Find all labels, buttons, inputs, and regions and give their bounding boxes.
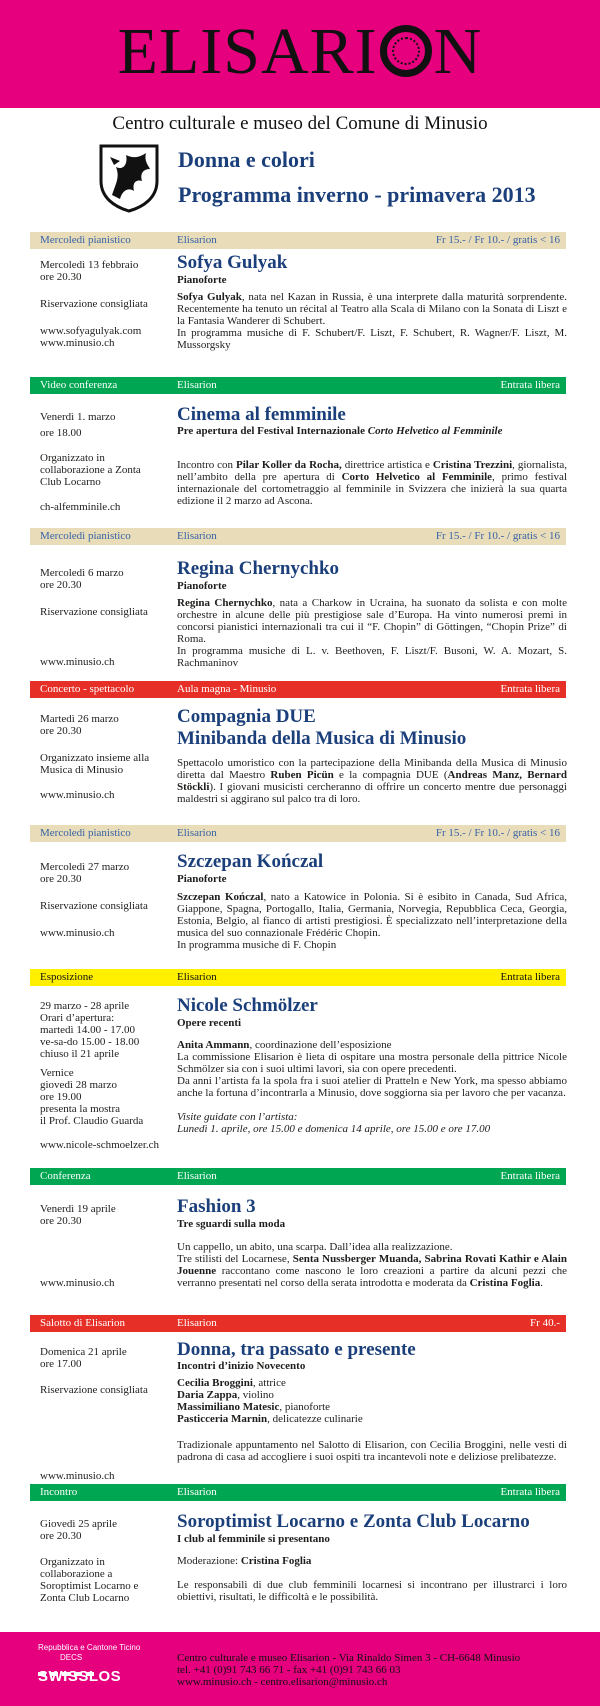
event-description: Regina Chernychko, nata a Charkow in Ucraina, ha suonato da solista e con molte orchestre in alcune delle più prestigiose sale d’Europa. Ha vinto numerosi premi in concorsi pianistici internazionali tra cui il “F. Chopin” di Göttingen, “Chopin Prize” di Roma. In programma musiche di L. v. Beethoven, F. Liszt/F. Busoni, W. A. Mozart, S. Rachmaninov <box>177 597 567 669</box>
event-description: Un cappello, un abito, una scarpa. Dall’idea alla realizzazione. Tre stilisti del Locarnese, Senta Nussberger Muanda, Sabrina Rovati Kathir e Alain Jouenne raccontano come nascono le loro creazioni a partire da alcuni pezzi che verranno presentati nel corso della serata introdotta e moderata da Cristina Foglia. <box>177 1241 567 1289</box>
header-subtitle: Centro culturale e museo del Comune di Minusio <box>112 113 488 134</box>
event-band <box>30 528 566 545</box>
event-time: ore 18.00 <box>40 427 82 439</box>
event-band <box>30 681 566 698</box>
event-price: Entrata libera <box>500 683 560 695</box>
event-link[interactable]: www.sofyagulyak.com <box>40 325 142 337</box>
event-title: Nicole Schmölzer <box>177 995 318 1016</box>
event-date: Mercoledì 13 febbraio <box>40 259 139 271</box>
event-hours: chiuso il 21 aprile <box>40 1048 120 1060</box>
event-link[interactable]: www.minusio.ch <box>40 656 115 668</box>
event-time: ore 20.30 <box>40 1530 82 1542</box>
event-date: Venerdì 1. marzo <box>40 411 116 423</box>
event-title-line2: Minibanda della Musica di Minusio <box>177 728 467 749</box>
event-vernice-note: il Prof. Claudio Guarda <box>40 1115 144 1127</box>
event-description: Sofya Gulyak, nata nel Kazan in Russia, è una interprete dalla maturità sorprendente. Recentemente ha tenuto un récital al Teatro alla Scala di Milano con la Sonata di Liszt e la Fantasia Wanderer di Schubert. In programma musiche di F. Schubert/F. Liszt, F. Schubert, R. Wagner/F. Liszt, M. Mussorgsky <box>177 291 567 351</box>
footer-address: Centro culturale e museo Elisarion - Via Rinaldo Simen 3 - CH-6648 Minusio <box>177 1652 521 1664</box>
event-category: Video conferenza <box>40 379 118 391</box>
event-price: Entrata libera <box>500 1170 560 1182</box>
event-location: Elisarion <box>177 971 217 983</box>
event-description: Cecilia Broggini, attrice Daria Zappa, violino Massimiliano Matesic, pianoforte Pasticceria Marnin, delicatezze culinarie Tradizionale appuntamento nel Salotto di Elisarion, con Cecilia Broggini, nelle vesti di padrona di casa ad accogliere i suoi ospiti tra incantevoli note e deliziose prelibatezze. <box>177 1377 567 1463</box>
event-info <box>40 1203 170 1289</box>
event-subtitle: I club al femminile si presentano <box>177 1533 330 1545</box>
minusio-crest-icon <box>98 143 160 213</box>
event-info <box>40 1518 170 1604</box>
event-note: Riservazione consigliata <box>40 298 148 310</box>
event-link[interactable]: www.minusio.ch <box>40 927 115 939</box>
event-date: Martedì 26 marzo <box>40 713 119 725</box>
event-category: Esposizione <box>40 971 94 983</box>
event-location: Aula magna - Minusio <box>177 683 277 695</box>
event-date: Venerdì 19 aprile <box>40 1203 116 1215</box>
event-time: ore 20.30 <box>40 1215 82 1227</box>
event-time: ore 20.30 <box>40 873 82 885</box>
event-subtitle: Pre apertura del Festival Internazionale Corto Helvetico al Femminile <box>177 425 503 437</box>
event-band <box>30 232 566 249</box>
event-band <box>30 1168 566 1185</box>
event-time: ore 20.30 <box>40 579 82 591</box>
event-description: Anita Ammann, coordinazione dell’esposizione La commissione Elisarion è lieta di ospitare una mostra personale della pittrice Nicole Schmölzer sia con i suoi ultimi lavori, sia con opere precedenti. Da anni l’artista fa la spola fra i suoi atelier di Pratteln e New York, ma spesso abbiamo anche la fortuna d’incontrarla a Minusio, dove soggiorna sia per lavoro che per vacanza. Visite guidate con l’artista: Lunedì 1. aprile, ore 15.00 e domenica 14 aprile, ore 15.00 e ore 17.00 <box>177 1039 567 1135</box>
event-info <box>40 411 170 513</box>
event-link[interactable]: www.minusio.ch <box>40 1277 115 1289</box>
event-time: ore 20.30 <box>40 725 82 737</box>
event-location: Elisarion <box>177 827 217 839</box>
event-subtitle: Incontri d’inizio Novecento <box>177 1360 306 1372</box>
event-date: Mercoledì 6 marzo <box>40 567 124 579</box>
event-vernice-label: Vernice <box>40 1067 74 1079</box>
event-category: Conferenza <box>40 1170 91 1182</box>
event-title: Cinema al femminile <box>177 404 346 425</box>
event-price: Entrata libera <box>500 971 560 983</box>
event-info <box>40 713 170 801</box>
canton-label: Repubblica e Cantone Ticino <box>38 1643 141 1652</box>
event-price: Fr 15.- / Fr 10.- / gratis < 16 <box>435 234 560 246</box>
event-vernice-note: presenta la mostra <box>40 1103 121 1115</box>
programme-title: Donna e colori <box>178 147 315 172</box>
event-link[interactable]: www.minusio.ch <box>40 1470 115 1482</box>
event-hours: martedì 14.00 - 17.00 <box>40 1024 136 1036</box>
header-banner <box>0 0 600 108</box>
event-location: Elisarion <box>177 379 217 391</box>
programme-subtitle: Programma inverno - primavera 2013 <box>178 182 536 207</box>
elisarion-logo: ELISARI N <box>117 15 483 88</box>
footer-contact[interactable]: www.minusio.ch - centro.elisarion@minusio.ch <box>177 1676 388 1688</box>
event-subtitle: Pianoforte <box>177 873 227 885</box>
event-info <box>40 259 170 349</box>
event-note: Riservazione consigliata <box>40 606 148 618</box>
event-location: Elisarion <box>177 1486 217 1498</box>
event-date: 29 marzo - 28 aprile <box>40 1000 130 1012</box>
event-note: Organizzato in collaborazione a Zonta Club Locarno <box>40 452 141 488</box>
event-subtitle: Pianoforte <box>177 274 227 286</box>
event-vernice-time: ore 19.00 <box>40 1091 82 1103</box>
event-note: Riservazione consigliata <box>40 900 148 912</box>
event-category: Concerto - spettacolo <box>40 683 135 695</box>
event-location: Elisarion <box>177 1317 217 1329</box>
event-description: Moderazione: Cristina Foglia Le responsabili di due club femminili locarnesi si incontrano per illustrarci i loro obiettivi, risultati, le difficoltà e le possibilità. <box>177 1555 567 1603</box>
event-category: Mercoledì pianistico <box>40 234 131 246</box>
event-price: Fr 15.- / Fr 10.- / gratis < 16 <box>435 827 560 839</box>
event-band <box>30 377 566 394</box>
event-vernice-date: giovedì 28 marzo <box>40 1079 117 1091</box>
event-title: Donna, tra passato e presente <box>177 1339 416 1360</box>
event-band <box>30 825 566 842</box>
event-price: Entrata libera <box>500 379 560 391</box>
footer-phone: tel. +41 (0)91 743 66 71 - fax +41 (0)91 743 66 03 <box>177 1664 401 1676</box>
event-price: Fr 15.- / Fr 10.- / gratis < 16 <box>435 530 560 542</box>
event-info <box>40 861 170 939</box>
decs-label: DECS <box>60 1653 83 1662</box>
event-link[interactable]: www.minusio.ch <box>40 789 115 801</box>
event-title: Szczepan Kończal <box>177 851 324 872</box>
event-category: Mercoledì pianistico <box>40 530 131 542</box>
event-date: Giovedì 25 aprile <box>40 1518 117 1530</box>
event-info <box>40 1000 170 1151</box>
event-title: Sofya Gulyak <box>177 252 288 273</box>
event-band <box>30 1315 566 1332</box>
event-link[interactable]: ch-alfemminile.ch <box>40 501 121 513</box>
event-info <box>40 1346 170 1482</box>
event-category: Mercoledì pianistico <box>40 827 131 839</box>
event-time: ore 20.30 <box>40 271 82 283</box>
event-location: Elisarion <box>177 530 217 542</box>
swisslos-logo: SWISSLOS <box>38 1668 122 1685</box>
event-title: Compagnia DUE <box>177 706 316 727</box>
event-subtitle: Opere recenti <box>177 1017 242 1029</box>
event-note: Organizzato insieme alla Musica di Minusio <box>40 752 150 776</box>
event-location: Elisarion <box>177 1170 217 1182</box>
event-description: Incontro con Pilar Koller da Rocha, direttrice artistica e Cristina Trezzini, giornalista, nell’ambito della pre apertura di Corto Helvetico al Femminile, primo festival internazionale del cortometraggio al femminile in Svizzera che inizierà la sua quarta edizione il 2 marzo ad Ascona. <box>177 459 568 507</box>
event-price: Fr 40.- <box>530 1317 560 1329</box>
event-category: Incontro <box>40 1486 78 1498</box>
event-link[interactable]: www.nicole-schmoelzer.ch <box>40 1139 160 1151</box>
event-title: Fashion 3 <box>177 1196 256 1217</box>
event-hours-label: Orari d’apertura: <box>40 1012 115 1024</box>
event-link[interactable]: www.minusio.ch <box>40 337 115 349</box>
event-date: Mercoledì 27 marzo <box>40 861 130 873</box>
event-band <box>30 1484 566 1501</box>
event-description: Szczepan Kończal, nato a Katowice in Polonia. Si è esibito in Canada, Sud Africa, Giappone, Spagna, Portogallo, Italia, Germania, Norvegia, Repubblica Ceca, Georgia, Estonia, Belgio, al fianco di artisti prestigiosi. È specializzato nell’interpretazione della musica del suo connazionale Frédéric Chopin. In programma musiche di F. Chopin <box>177 891 567 951</box>
event-note: Organizzato in collaborazione a Soroptimist Locarno e Zonta Club Locarno <box>40 1556 139 1604</box>
event-subtitle: Tre sguardi sulla moda <box>177 1218 286 1230</box>
rose-window-icon <box>380 25 432 77</box>
event-info <box>40 567 170 668</box>
event-category: Salotto di Elisarion <box>40 1317 125 1329</box>
event-band <box>30 969 566 986</box>
event-note: Riservazione consigliata <box>40 1384 148 1396</box>
event-time: ore 17.00 <box>40 1358 82 1370</box>
event-description: Spettacolo umoristico con la partecipazione della Minibanda della Musica di Minusio diretta dal Maestro Ruben Picün e la compagnia DUE (Andreas Manz, Bernard Stöckli). I giovani musicisti cercheranno di offrire un concerto mentre due personaggi maldestri si aggirano sul palco tra di loro. <box>177 757 567 805</box>
event-date: Domenica 21 aprile <box>40 1346 127 1358</box>
event-hours: ve-sa-do 15.00 - 18.00 <box>40 1036 140 1048</box>
event-subtitle: Pianoforte <box>177 580 227 592</box>
event-location: Elisarion <box>177 234 217 246</box>
event-title: Regina Chernychko <box>177 558 340 579</box>
event-price: Entrata libera <box>500 1486 560 1498</box>
event-title: Soroptimist Locarno e Zonta Club Locarno <box>177 1511 530 1532</box>
